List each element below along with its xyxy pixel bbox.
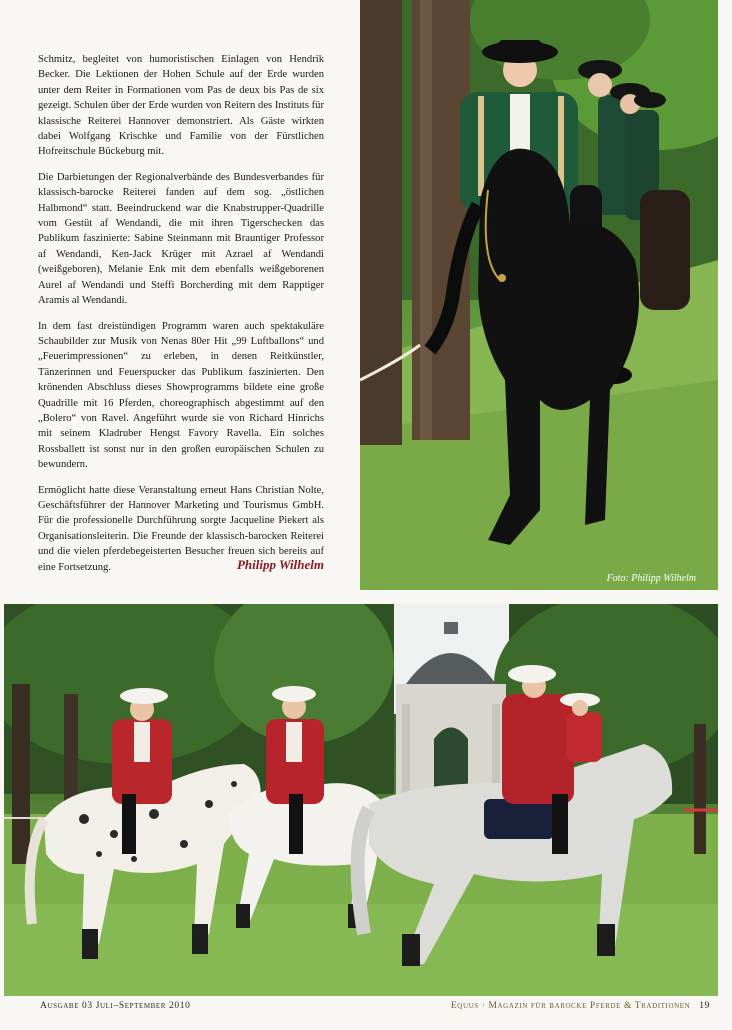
paragraph-4: Ermöglicht hatte diese Veranstaltung erneut Hans Christian Nolte, Geschäftsführer der Hannover Marketing und Tourismus GmbH. Für die professionelle Durchführung sorgte Jacqueline Piekert als Organisationsleiterin. Die Freunde der klassisch-barocken Reiterei und die vielen pferdebegeisterten Besucher freuen sich bereits auf eine Fortsetzung.	[38, 484, 324, 573]
photo-bottom-illustration	[4, 604, 718, 996]
photo-caption: Foto: Philipp Wilhelm	[606, 573, 696, 584]
photo-top-illustration	[360, 0, 718, 590]
page-number: 19	[699, 1001, 710, 1011]
paragraph-2: Die Darbietungen der Regionalverbände des Bundesverbandes für klassisch-barocke Reiterei fanden auf dem sog. „östlichen Halbmond“ statt. Beeindruckend war die Knabstrupper-Quadrille vom Gestüt af Wendandi, die mit ihren Tigerschecken das Publikum faszinierte: Sabine Steinmann mit Brauntiger Professor af Wendandi, Ken-Jack Krüger mit Azrael af Wendandi (weißgeboren), Melanie Enk mit dem ebenfalls weißgeborenen Aurel af Wendandi und Steffi Borcherding mit dem Rapptiger Aramis al Wendandi.	[38, 171, 324, 307]
article-text	[38, 52, 324, 585]
article-author: Philipp Wilhelm	[236, 557, 324, 572]
paragraph-1: Schmitz, begleitet von humoristischen Einlagen von Hendrik Becker. Die Lektionen der Hohen Schule auf der Erde wurden unter dem Reiter in Formationen vom Pas de deux bis Pas de six gezeigt. Schulen über der Erde wurden von Reitern des Instituts für klassische Reiterei Hannover demonstriert. Als Gäste wirkten dabei Wolfgang Krischke und Familie von der Fürstlichen Hofreitschule Bückeburg mit.	[38, 54, 324, 158]
rider-far-red	[560, 693, 602, 762]
footer-magazine	[350, 1001, 710, 1011]
paragraph-3: In dem fast dreistündigen Programm waren auch spektakuläre Schaubilder zur Musik von Nenas 80er Hit „99 Luftballons“ und „Feuerimpressionen“ zu erleben, in denen Reitkünstler, Tänzerinnen und Feuerspucker das Publikum faszinierten. Den krönenden Abschluss dieses Showprogramms bildete eine große Quadrille mit 16 Pferden, choreographisch abgestimmt auf den „Bolero“ von Ravel. Angeführt wurde sie von Richard Hinrichs mit seinem Kladruber Hengst Favory Ravella. Ein solches Rossballett ist sonst nur in den großen europäischen Schulen zu bewundern.	[38, 320, 324, 471]
photo-riders-black-horse	[360, 0, 718, 590]
footer-issue: Ausgabe 03 Juli–September 2010	[40, 1001, 191, 1011]
footer-magazine-title: Equus · Magazin für barocke Pferde & Traditionen	[450, 1001, 691, 1011]
photo-riders-red-coats	[4, 604, 718, 996]
